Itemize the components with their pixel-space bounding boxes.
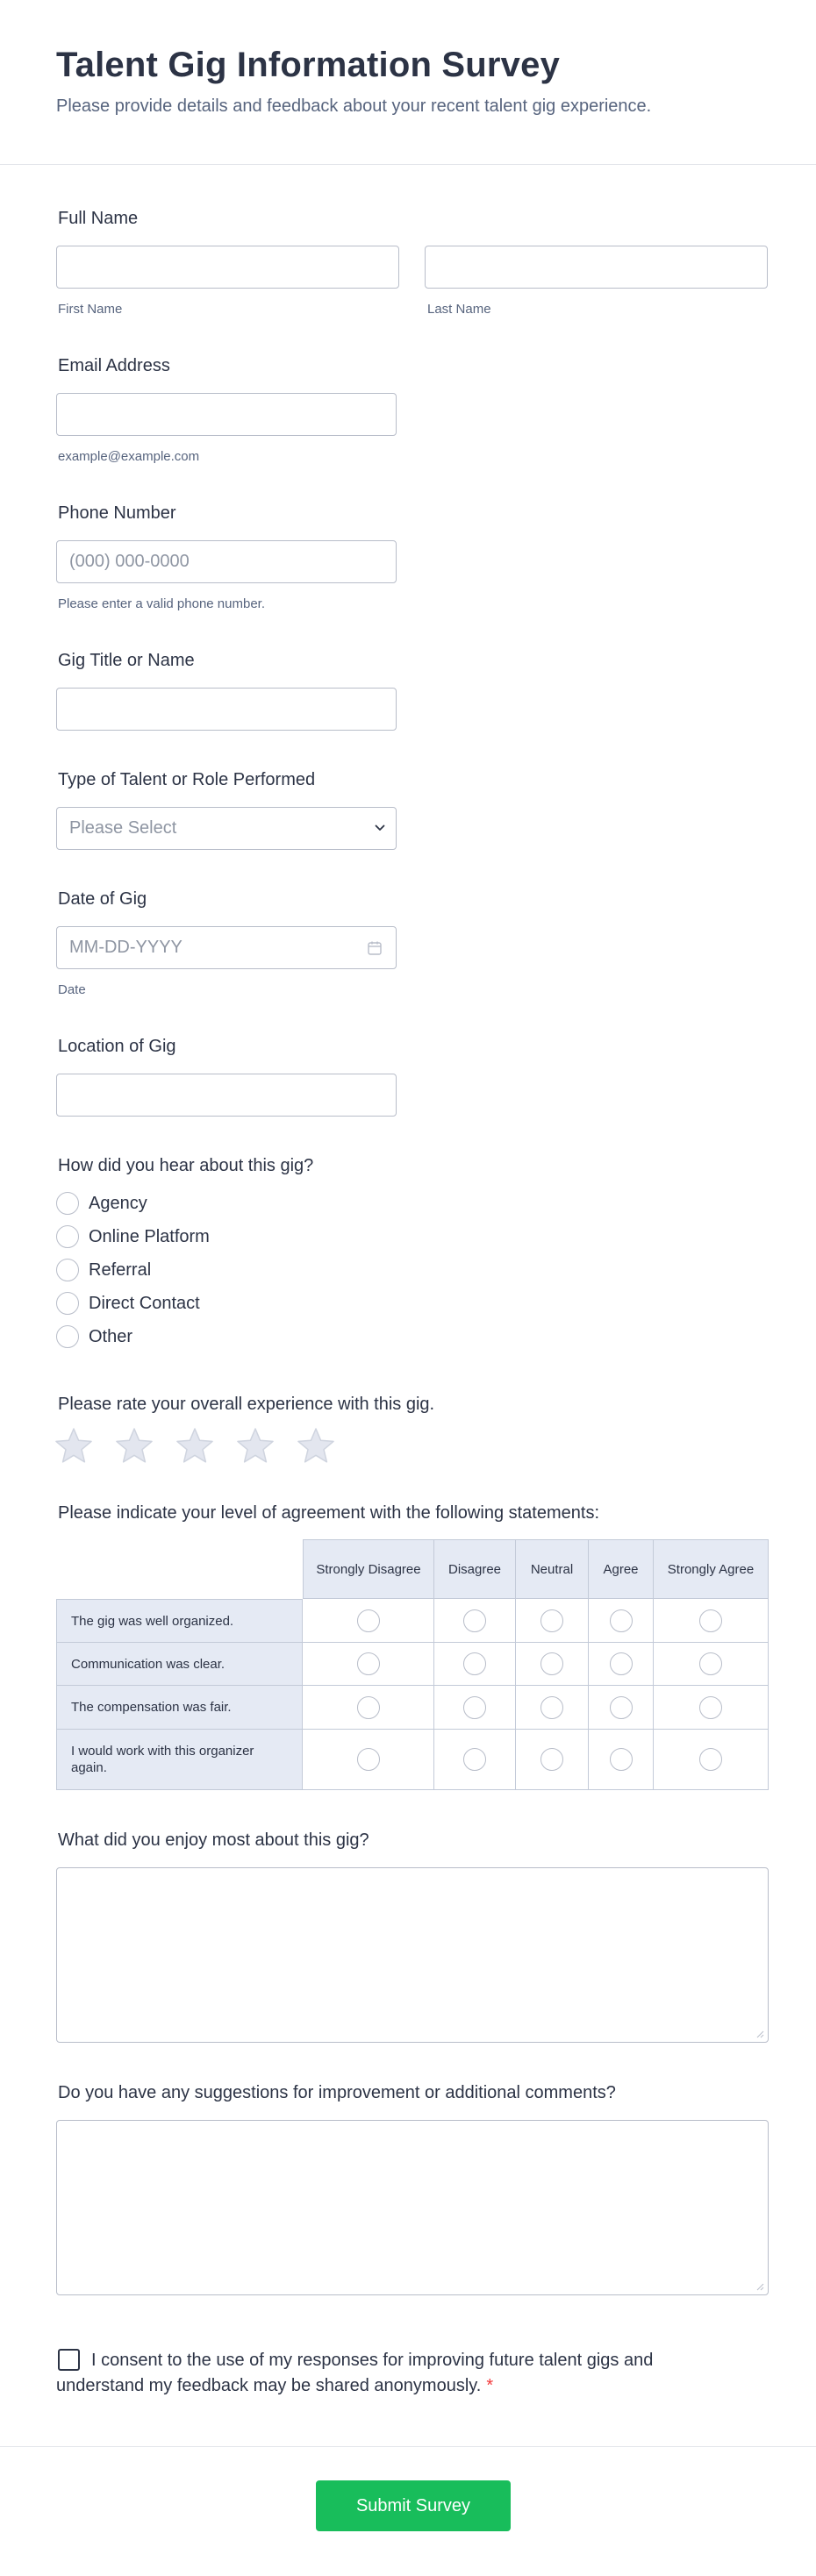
first-name-sublabel: First Name <box>58 302 123 317</box>
phone-label: Phone Number <box>58 503 176 523</box>
radio-label: Referral <box>89 1260 152 1280</box>
enjoy-label: What did you enjoy most about this gig? <box>58 1830 369 1850</box>
matrix-radio[interactable] <box>540 1609 563 1632</box>
consent-statement <box>56 2348 688 2399</box>
matrix-radio[interactable] <box>463 1748 486 1771</box>
suggestions-label: Do you have any suggestions for improvement or additional comments? <box>58 2083 616 2102</box>
matrix-radio[interactable] <box>699 1748 722 1771</box>
footer-divider <box>0 2446 816 2447</box>
matrix-cell <box>654 1686 769 1730</box>
matrix-cell <box>654 1730 769 1790</box>
matrix-radio[interactable] <box>610 1652 633 1675</box>
location-label: Location of Gig <box>58 1037 176 1056</box>
matrix-cell <box>434 1643 516 1686</box>
radio-label: Other <box>89 1327 133 1346</box>
matrix-column-header: Strongly Agree <box>654 1539 769 1599</box>
matrix-radio[interactable] <box>540 1696 563 1719</box>
star-rating-4[interactable] <box>236 1427 275 1464</box>
star-rating-1[interactable] <box>54 1427 93 1464</box>
location-input[interactable] <box>56 1074 397 1117</box>
phone-sublabel: Please enter a valid phone number. <box>58 596 265 611</box>
last-name-sublabel: Last Name <box>427 302 491 317</box>
matrix-cell <box>434 1686 516 1730</box>
matrix-row-label: I would work with this organizer again. <box>56 1730 303 1790</box>
full-name-label: Full Name <box>58 209 139 228</box>
talent-type-selected: Please Select <box>69 818 177 838</box>
matrix-cell <box>303 1686 434 1730</box>
matrix-cell <box>654 1643 769 1686</box>
gig-date-placeholder: MM-DD-YYYY <box>69 938 183 957</box>
gig-title-label: Gig Title or Name <box>58 651 195 670</box>
star-rating-5[interactable] <box>297 1427 335 1464</box>
matrix-cell <box>516 1599 589 1643</box>
talent-type-select[interactable] <box>56 807 397 850</box>
radio-label: Agency <box>89 1194 147 1213</box>
matrix-cell <box>589 1730 654 1790</box>
radio-label: Online Platform <box>89 1227 210 1246</box>
matrix-cell <box>654 1599 769 1643</box>
matrix-cell <box>434 1730 516 1790</box>
gig-title-input[interactable] <box>56 688 397 731</box>
email-input[interactable] <box>56 393 397 436</box>
form-subtitle: Please provide details and feedback about your recent talent gig experience. <box>56 96 652 116</box>
matrix-row-label: Communication was clear. <box>56 1643 303 1686</box>
resize-handle-icon[interactable] <box>755 2030 764 2038</box>
radio-label: Direct Contact <box>89 1294 200 1313</box>
matrix-radio[interactable] <box>357 1652 380 1675</box>
radio-button[interactable] <box>56 1325 79 1348</box>
matrix-radio[interactable] <box>699 1696 722 1719</box>
gig-date-label: Date of Gig <box>58 889 147 909</box>
chevron-down-icon <box>375 823 385 833</box>
email-label: Email Address <box>58 356 170 375</box>
star-rating-2[interactable] <box>115 1427 154 1464</box>
gig-date-sublabel: Date <box>58 982 86 997</box>
matrix-cell <box>589 1599 654 1643</box>
gig-date-input[interactable] <box>56 926 397 969</box>
talent-type-label: Type of Talent or Role Performed <box>58 770 316 789</box>
matrix-radio[interactable] <box>610 1609 633 1632</box>
matrix-radio[interactable] <box>610 1748 633 1771</box>
matrix-cell <box>589 1643 654 1686</box>
matrix-radio[interactable] <box>357 1609 380 1632</box>
matrix-radio[interactable] <box>610 1696 633 1719</box>
calendar-icon[interactable] <box>366 939 383 957</box>
matrix-column-header: Agree <box>589 1539 654 1599</box>
last-name-input[interactable] <box>425 246 768 289</box>
radio-button[interactable] <box>56 1192 79 1215</box>
matrix-cell <box>589 1686 654 1730</box>
resize-handle-icon[interactable] <box>755 2282 764 2291</box>
matrix-radio[interactable] <box>357 1748 380 1771</box>
matrix-radio[interactable] <box>699 1652 722 1675</box>
agreement-matrix <box>56 1539 769 1790</box>
rating-label: Please rate your overall experience with this gig. <box>58 1395 435 1414</box>
matrix-row-label: The compensation was fair. <box>56 1686 303 1730</box>
star-rating-3[interactable] <box>175 1427 214 1464</box>
matrix-cell <box>516 1730 589 1790</box>
matrix-cell <box>434 1599 516 1643</box>
radio-button[interactable] <box>56 1225 79 1248</box>
phone-input[interactable] <box>56 540 397 583</box>
matrix-radio[interactable] <box>699 1609 722 1632</box>
radio-button[interactable] <box>56 1292 79 1315</box>
submit-button[interactable]: Submit Survey <box>316 2480 511 2531</box>
matrix-column-header: Neutral <box>516 1539 589 1599</box>
matrix-radio[interactable] <box>463 1652 486 1675</box>
enjoy-textarea[interactable] <box>56 1867 769 2043</box>
matrix-cell <box>303 1643 434 1686</box>
matrix-row-label: The gig was well organized. <box>56 1599 303 1643</box>
matrix-radio[interactable] <box>540 1652 563 1675</box>
phone-placeholder: (000) 000-0000 <box>69 552 190 571</box>
matrix-cell <box>516 1643 589 1686</box>
matrix-column-header: Disagree <box>434 1539 516 1599</box>
agreement-label: Please indicate your level of agreement with the following statements: <box>58 1503 600 1523</box>
suggestions-textarea[interactable] <box>56 2120 769 2295</box>
matrix-cell <box>303 1730 434 1790</box>
consent-label: I consent to the use of my responses for improving future talent gigs and understand my feedback may be shared anonymously. <box>56 2351 654 2395</box>
radio-button[interactable] <box>56 1259 79 1281</box>
hear-about-label: How did you hear about this gig? <box>58 1156 314 1175</box>
matrix-radio[interactable] <box>463 1696 486 1719</box>
matrix-cell <box>303 1599 434 1643</box>
matrix-radio[interactable] <box>463 1609 486 1632</box>
matrix-cell <box>516 1686 589 1730</box>
required-asterisk: * <box>486 2376 494 2395</box>
matrix-radio[interactable] <box>357 1696 380 1719</box>
email-sublabel: example@example.com <box>58 449 200 464</box>
form-header <box>0 0 816 165</box>
matrix-column-header: Strongly Disagree <box>303 1539 434 1599</box>
first-name-input[interactable] <box>56 246 399 289</box>
form-title: Talent Gig Information Survey <box>56 46 561 84</box>
matrix-radio[interactable] <box>540 1748 563 1771</box>
